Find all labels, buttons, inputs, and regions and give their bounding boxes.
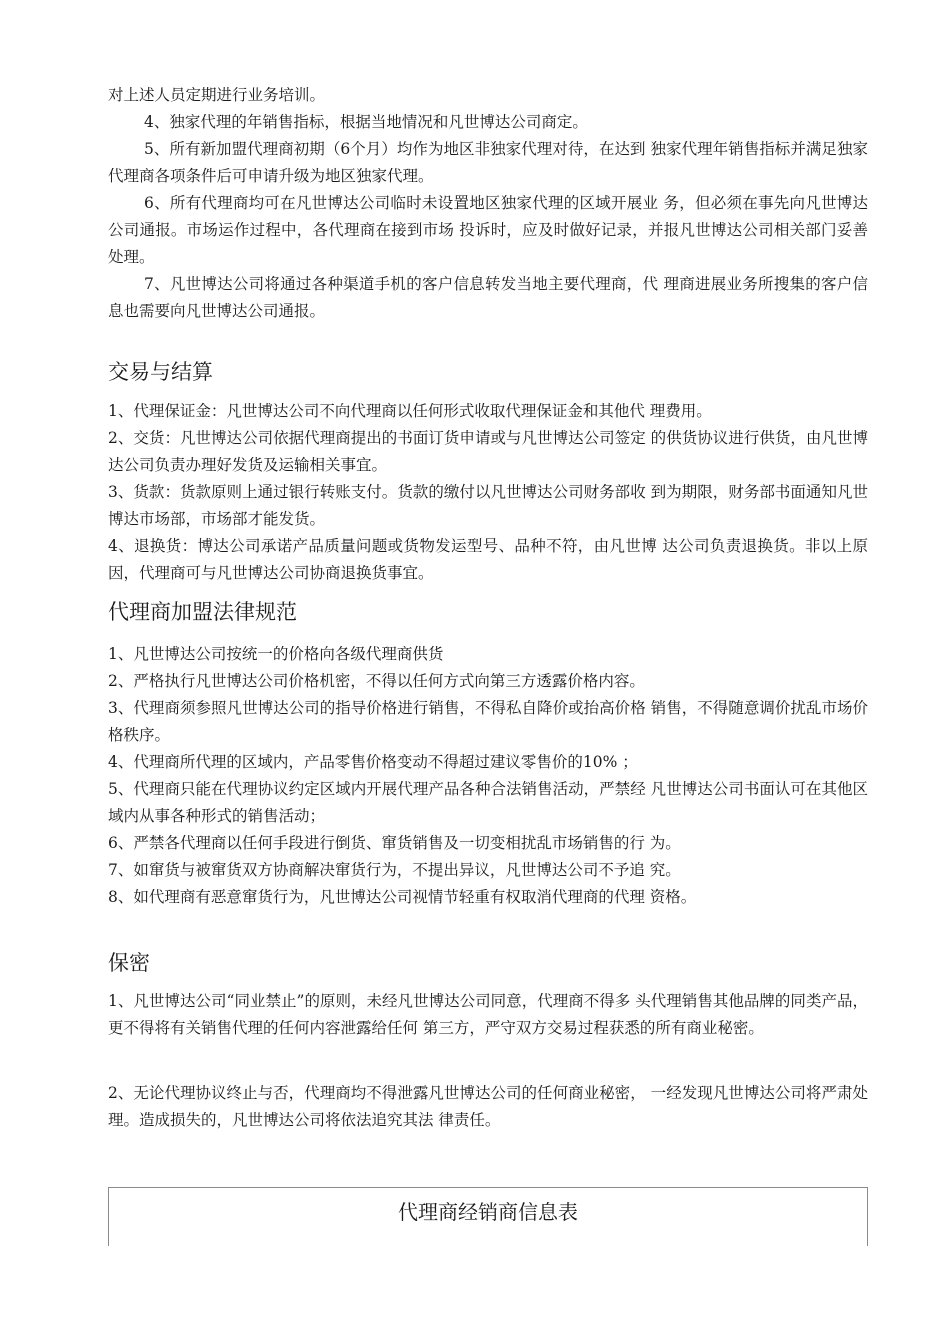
paragraph: 4、独家代理的年销售指标，根据当地情况和凡世博达公司商定。 xyxy=(144,113,588,131)
paragraph: 5、所有新加盟代理商初期（6个月）均作为地区非独家代理对待，在达到 独家代理年销售指标并满足独家代理商各项条件后可申请升级为地区独家代理。 xyxy=(108,140,868,185)
paragraph: 4、代理商所代理的区域内，产品零售价格变动不得超过建议零售价的10% ； xyxy=(108,753,638,771)
paragraph: 6、严禁各代理商以任何手段进行倒货、窜货销售及一切变相扰乱市场销售的行 为。 xyxy=(108,834,681,852)
paragraph: 2、交货：凡世博达公司依据代理商提出的书面订货申请或与凡世博达公司签定 的供货协议进行供货，由凡世博达公司负责办理好发货及运输相关事宜。 xyxy=(108,429,868,474)
info-table-title: 代理商经销商信息表 xyxy=(398,1200,578,1224)
paragraph: 7、如窜货与被窜货双方协商解决窜货行为，不提出异议，凡世博达公司不予追 究。 xyxy=(108,861,681,879)
section-heading-legal: 代理商加盟法律规范 xyxy=(108,600,297,624)
paragraph: 5、代理商只能在代理协议约定区域内开展代理产品各种合法销售活动，严禁经 凡世博达公司书面认可在其他区域内从事各种形式的销售活动； xyxy=(108,780,868,825)
paragraph: 4、退换货：博达公司承诺产品质量问题或货物发运型号、品种不符，由凡世博 达公司负责退换货。非以上原因，代理商可与凡世博达公司协商退换货事宜。 xyxy=(108,537,868,582)
paragraph: 3、代理商须参照凡世博达公司的指导价格进行销售，不得私自降价或抬高价格 销售，不得随意调价扰乱市场价格秩序。 xyxy=(108,699,868,744)
paragraph: 1、代理保证金：凡世博达公司不向代理商以任何形式收取代理保证金和其他代 理费用。 xyxy=(108,402,712,420)
paragraph: 3、货款：货款原则上通过银行转账支付。货款的缴付以凡世博达公司财务部收 到为期限，财务部书面通知凡世博达市场部，市场部才能发货。 xyxy=(108,483,868,528)
paragraph: 对上述人员定期进行业务培训。 xyxy=(108,86,326,104)
section-heading-secrecy: 保密 xyxy=(108,951,150,975)
section-heading-trade: 交易与结算 xyxy=(108,360,213,384)
paragraph: 1、凡世博达公司“同业禁止”的原则，未经凡世博达公司同意，代理商不得多 头代理销售其他品牌的同类产品，更不得将有关销售代理的任何内容泄露给任何 第三方，严守双方交易过程获悉的所有商业秘密。 xyxy=(108,992,868,1037)
paragraph: 6、所有代理商均可在凡世博达公司临时未设置地区独家代理的区域开展业 务，但必须在事先向凡世博达公司通报。市场运作过程中，各代理商在接到市场 投诉时，应及时做好记录，并报凡世博达公司相关部门妥善处理。 xyxy=(108,194,868,266)
paragraph: 7、凡世博达公司将通过各种渠道手机的客户信息转发当地主要代理商，代 理商进展业务所搜集的客户信息也需要向凡世博达公司通报。 xyxy=(108,275,868,320)
paragraph: 2、严格执行凡世博达公司价格机密，不得以任何方式向第三方透露价格内容。 xyxy=(108,672,645,690)
paragraph: 8、如代理商有恶意窜货行为，凡世博达公司视情节轻重有权取消代理商的代理 资格。 xyxy=(108,888,697,906)
paragraph: 1、凡世博达公司按统一的价格向各级代理商供货 xyxy=(108,645,444,663)
info-table xyxy=(108,1187,868,1246)
paragraph: 2、无论代理协议终止与否，代理商均不得泄露凡世博达公司的任何商业秘密， 一经发现凡世博达公司将严肃处理。造成损失的，凡世博达公司将依法追究其法 律责任。 xyxy=(108,1084,868,1129)
